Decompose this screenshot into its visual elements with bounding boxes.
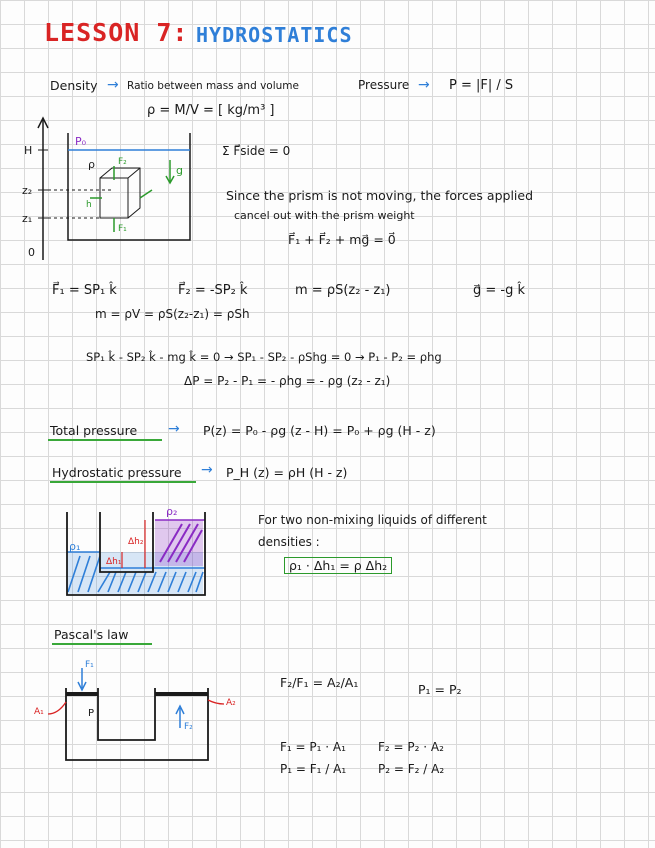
- pascal-f1-eq: F₁ = P₁ · A₁: [280, 740, 346, 754]
- rho-label: ρ: [88, 158, 95, 171]
- axis-label-z2: z₂: [22, 184, 33, 197]
- pascal-label: Pascal's law: [54, 627, 129, 642]
- eq-f1: F⃗₁ = SP₁ k̂: [52, 283, 117, 298]
- axis-label-zero: 0: [28, 246, 35, 259]
- eq-m: m = ρS(z₂ - z₁): [295, 283, 391, 298]
- pascal-p2-eq: P₂ = F₂ / A₂: [378, 762, 445, 776]
- lesson-title: LESSON 7:: [44, 18, 189, 47]
- dh1-label: Δh₁: [106, 557, 122, 567]
- pascal-ratio: F₂/F₁ = A₂/A₁: [280, 675, 359, 690]
- eq-m2: m = ρV = ρS(z₂-z₁) = ρSh: [95, 307, 250, 321]
- static-note-line1: Since the prism is not moving, the forces applied: [226, 188, 534, 203]
- eq-f2: F⃗₂ = -SP₂ k̂: [178, 283, 248, 298]
- hydrostatic-arrow: →: [201, 462, 213, 478]
- pressure-formula: P = |F| / S: [449, 78, 514, 93]
- pascal-a1-label: A₁: [34, 707, 44, 717]
- f1-label: F₁: [118, 224, 127, 234]
- f2-label: F₂: [118, 157, 127, 167]
- density-formula: ρ = M/V = [ kg/m³ ]: [147, 103, 275, 118]
- pascal-p-label: P: [88, 708, 95, 719]
- liquids-note-line1: For two non-mixing liquids of different: [258, 513, 487, 527]
- rho1-label: ρ₁: [69, 540, 81, 553]
- h-label: h: [86, 200, 92, 210]
- density-label: Density: [50, 78, 98, 93]
- axis-label-z1: z₁: [22, 212, 33, 225]
- side-force-sum: Σ F⃗side = 0: [222, 144, 291, 158]
- static-note-line2: cancel out with the prism weight: [234, 209, 415, 222]
- liquids-note-line2: densities :: [258, 535, 320, 549]
- pascal-f2-label: F₂: [184, 722, 193, 732]
- density-arrow: →: [107, 77, 119, 93]
- g-label: g: [176, 164, 183, 177]
- total-pressure-label: Total pressure: [50, 423, 138, 438]
- eq-long: SP₁ k̂ - SP₂ k̂ - mg k̂ = 0 → SP₁ - SP₂ - ρShg = 0 → P₁ - P₂ = ρhg: [86, 350, 442, 364]
- liquids-result-box: ρ₁ · Δh₁ = ρ Δh₂: [284, 557, 392, 574]
- dh2-label: Δh₂: [128, 537, 144, 547]
- axis-label-h: H: [24, 144, 33, 157]
- density-description: Ratio between mass and volume: [127, 80, 299, 92]
- pascal-equal: P₁ = P₂: [418, 682, 462, 697]
- pascal-p1-eq: P₁ = F₁ / A₁: [280, 762, 347, 776]
- pressure-arrow: →: [418, 77, 430, 93]
- total-pressure-formula: P(z) = P₀ - ρg (z - H) = P₀ + ρg (H - z): [203, 423, 436, 438]
- p0-label: P₀: [75, 135, 87, 148]
- pascal-a2-label: A₂: [226, 698, 236, 708]
- eq-delta: ΔP = P₂ - P₁ = - ρhg = - ρg (z₂ - z₁): [184, 374, 391, 388]
- rho2-label: ρ₂: [166, 505, 178, 518]
- pascal-f2-eq: F₂ = P₂ · A₂: [378, 740, 444, 754]
- pressure-label: Pressure: [358, 78, 410, 92]
- hydrostatic-label: Hydrostatic pressure: [52, 465, 182, 480]
- lesson-topic: HYDROSTATICS: [196, 23, 353, 47]
- force-balance: F⃗₁ + F⃗₂ + mg⃗ = 0⃗: [288, 232, 396, 247]
- total-pressure-arrow: →: [168, 421, 180, 437]
- eq-gvec: g⃗ = -g k̂: [473, 283, 526, 298]
- hydrostatic-formula: P_H (z) = ρH (H - z): [226, 465, 348, 480]
- pascal-f1-label: F₁: [85, 660, 94, 670]
